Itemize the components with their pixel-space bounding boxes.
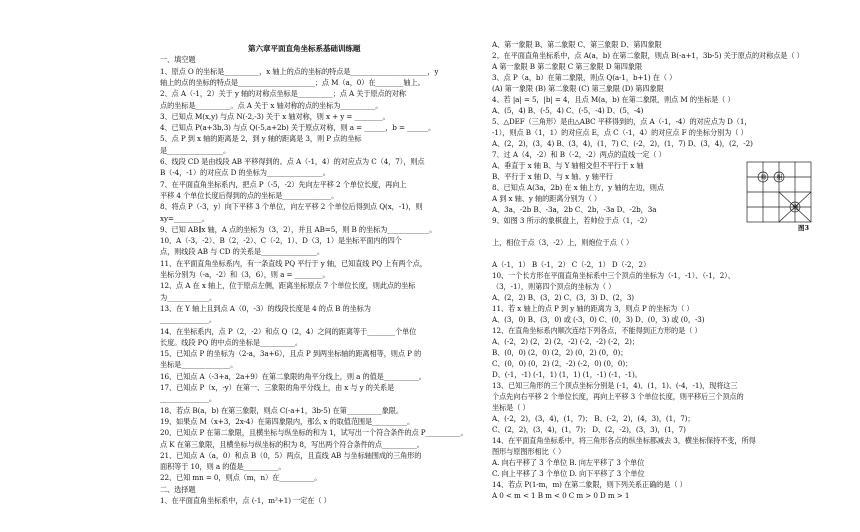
chess-piece-mark: 炮 bbox=[792, 204, 799, 212]
right-text-line: 个点先向右平移 2 个单位长度，再向上平移 3 个单位长度，则平移后三个顶点的 bbox=[492, 392, 744, 401]
left-text-line: 长度。线段 PQ 的中点的坐标是__________。 bbox=[160, 337, 302, 347]
right-text-line: A、(2，2) B、(3，2) C、(3，3) D、(2，3) bbox=[492, 293, 635, 302]
right-text-line: A、3a，-2b B、-3a，2b C、2b，-3a D、-2b，3a bbox=[492, 205, 657, 214]
chess-board-figure bbox=[745, 160, 817, 230]
right-text-line: 9、如图 3 所示的象棋盘上，若帅位于点（1，-2） bbox=[492, 216, 652, 225]
right-text-line: C. 向上平移了 3 个单位 D. 向下平移了 3 个单位 bbox=[492, 469, 645, 478]
right-text-line: 8、已知点 A(3a，2b) 在 x 轴上方，y 轴的左边，则点 bbox=[492, 183, 664, 192]
left-text-line: 面积等于 10，则 a 的值是__________。 bbox=[160, 462, 286, 472]
right-text-line: 4、若 |a| = 5，|b| = 4，且点 M(a，b) 在第二象限，则点 M 的坐标是（ ） bbox=[492, 95, 735, 104]
left-text-line: 是________________。 bbox=[160, 145, 231, 155]
right-text-line: 12、在直角坐标系内顺次连结下列各点，不能得到正方形的是（ ） bbox=[492, 326, 702, 335]
right-text-line: 坐标是（ ） bbox=[492, 403, 530, 412]
left-text-line: xy=________。 bbox=[160, 213, 209, 223]
left-text-line: 点 K 在第三象限，且横坐标与纵坐标的积为 8，写出两个符合条件的点__________。 bbox=[160, 439, 424, 449]
left-text-line: 1、在平面直角坐标系中，点 (-1，m²+1) 一定在（ ） bbox=[160, 496, 331, 505]
left-text-line: 3、已知点 M(x,y) 与点 N(-2,-3) 关于 x 轴对称，则 x + y = ________。 bbox=[160, 111, 390, 121]
chess-board-icon bbox=[745, 160, 817, 230]
right-text-line: C、(0，0) (0，2) (2，-2) (-2，0) (0，0)； bbox=[492, 359, 633, 368]
left-text-line: 20、已知点 P 在第二象限，且横坐标与纵坐标的和为 1，试写出一个符合条件的点 P__________。 bbox=[160, 428, 468, 438]
right-text-line: A、(-2，2)，(3，4)，(1，7)； B、(-2，2)，(4，3)，(1，7)； bbox=[492, 414, 695, 423]
left-text-line: 11、在平面直角坐标系内，有一条直线 PQ 平行于 y 轴，已知直线 PQ 上有两个点， bbox=[160, 258, 427, 268]
right-text-line: 14、若点 P(1-m，m) 在第二象限，则下列关系正确的是（ ） bbox=[492, 480, 687, 489]
left-text-line: 6、线段 CD 是由线段 AB 平移得到的。点 A（-1，4）的对应点为 C（4，7），则点 bbox=[160, 157, 425, 166]
left-text-line: 18、若点 B(a，b) 在第三象限，则点 C(-a+1，3b-5) 在第__________象限。 bbox=[160, 405, 403, 415]
left-text-line: 轴上的点的坐标的特点是______________________；点 M（a，0）在________轴上。 bbox=[160, 77, 425, 87]
left-text-line: 坐标是______________。 bbox=[160, 360, 238, 370]
left-text-line: 12、点 A 在 x 轴上，位于原点左侧，距离坐标原点 7 个单位长度，则此点的坐标 bbox=[160, 281, 416, 291]
left-text-line: 2、点 A（-1，2）关于 y 轴的对称点坐标是__________；点 A 关于原点的对称 bbox=[160, 89, 406, 99]
right-text-line: 3、点 P（a，b）在第二象限，则点 Q(a-1，b+1) 在（ ） bbox=[492, 73, 677, 82]
right-text-line: 2、在平面直角坐标系中，点 A(a，b) 在第二象限，则点 B(-a+1，3b-5) 关于原点的对称点是（ ） bbox=[492, 51, 804, 60]
left-text-line: 16、已知点 A（-3+a，2a+9）在第二象限的角平分线上，则 a 的值是__________。 bbox=[160, 371, 426, 381]
left-text-line: 19、如果点 M（x+3，2x-4）在第四象限内，那么 x 的取值范围是__________。 bbox=[160, 416, 415, 426]
left-text-line: 8、将点 P（-3，y）向下平移 3 个单位，向左平移 2 个单位后得到点 Q(x，-1)，则 bbox=[160, 202, 423, 212]
right-text-line: 10、一个长方形在平面直角坐标系中三个顶点的坐标为（-1，-1）、（-1，2）、 bbox=[492, 271, 735, 280]
right-text-line: A 0 < m < 1 B m < 0 C m > 0 D m > 1 bbox=[492, 491, 630, 500]
left-text-line: 坐标分别为（-a，-2）和（3，6），则 a = ________。 bbox=[160, 270, 330, 279]
left-text-line: 22、已知 mn = 0，则点（m，n）在__________。 bbox=[160, 473, 322, 483]
right-text-line: 图形与原图形相比（ ） bbox=[492, 447, 566, 456]
right-text-line: 上，相位于点（3，-2）上，则炮位于点（ ） bbox=[492, 238, 634, 247]
right-text-line: A、(-2，2) (2，2) (2，-2) (-2，-2) (-2，2)； bbox=[492, 337, 639, 346]
right-text-line: B、平行于 x 轴 D、与 x 轴、y 轴平行 bbox=[492, 172, 613, 181]
left-text-line: 13、在 Y 轴上且到点 A（0，-3）的线段长度是 4 的点 B 的坐标为 bbox=[160, 303, 371, 313]
figure-label: 图3 bbox=[798, 224, 810, 232]
right-text-line: 14、在平面直角坐标系中，将三角形各点的纵坐标都减去 3，横坐标保持不变，所得 bbox=[492, 436, 756, 445]
right-text-line: 11、若 x 轴上的点 P 到 y 轴的距离为 3，则点 P 的坐标为（ ） bbox=[492, 304, 694, 313]
left-text-line: 7、在平面直角坐标系内，把点 P（-5，-2）先向左平移 2 个单位长度，再向上 bbox=[160, 179, 407, 189]
right-text-line: （3，-1），则第四个顶点的坐标为（ ） bbox=[492, 282, 616, 291]
right-text-line: A、第一象限 B、第二象限 C、第三象限 D、第四象限 bbox=[492, 40, 662, 49]
chess-piece-mark: 相 bbox=[776, 174, 783, 182]
right-text-line: A、(5，4) B、(-5，4) C、(-5，-4) D、(5，-4) bbox=[492, 106, 644, 115]
right-text-line: A、垂直于 x 轴 B、与 Y 轴相交但不平行于 x 轴 bbox=[492, 161, 644, 170]
left-text-line: 17、已知点 P（x，-y）在第一、三象限的角平分线上，由 x 与 y 的关系是 bbox=[160, 383, 395, 392]
left-text-line: 1、原点 O 的坐标是__________，x 轴上的点的坐标的特点是______________________，y bbox=[160, 66, 439, 76]
left-text-line: 5、点 P 到 x 轴的距离是 2，到 y 轴的距离是 3，则 P 点的坐标 bbox=[160, 134, 362, 144]
right-text-line: -1），则点 B（1，1）的对应点 E，点 C（-1，4）的对应点 F 的坐标分别为（ ） bbox=[492, 128, 748, 137]
right-text-line: A 第一象限 B 第二象限 C 第三象限 D 第四象限 bbox=[492, 62, 643, 71]
right-text-line: B、(0，0) (2，0) (2，2) (0，2) (0，0)； bbox=[492, 348, 628, 357]
left-text-line: 9、已知 AB∥x 轴，A 点的坐标为（3，2），并且 AB=5，则 B 的坐标为____________。 bbox=[160, 224, 437, 234]
left-text-line: 21、已知点 A（a，0）和点 B（0，5）两点，且直线 AB 与坐标轴围成的三角形的 bbox=[160, 450, 422, 460]
left-text-line: 二、选择题 bbox=[160, 484, 196, 494]
left-text-line: 为____________。 bbox=[160, 292, 217, 302]
right-text-line: A、(2，2)，(3，4) B、(3，4)，(1，7) C、(-2，2)，(1，7) D、(3，4)，(2，-2) bbox=[492, 139, 753, 148]
right-text-line: C、(2，2)，(3，4)，(1，7)； D、(2，-2)，(3，3)，(1，7) bbox=[492, 425, 686, 434]
left-text-line: 4、已知点 P(a+3b,3) 与点 Q(-5,a+2b) 关于原点对称，则 a = ______，b = ______。 bbox=[160, 123, 436, 133]
right-text-line: 5、△DEF（三角形）是由△ABC 平移得到的，点 A（-1，-4）的对应点为 D（1， bbox=[492, 117, 752, 126]
left-text-line: 一、填空题 bbox=[160, 55, 196, 65]
left-text-line: 点的坐标是__________。点 A 关于 x 轴对称的点的坐标为__________。 bbox=[160, 100, 383, 110]
right-text-line: 13、已知三角形的三个顶点坐标分别是 (-1，4)、(1，1)、(-4，-1)，现将这三 bbox=[492, 381, 738, 390]
left-text-line: 14、在坐标系内，点 P（2，-2）和点 Q（2，4）之间的距离等于________个单位 bbox=[160, 326, 417, 336]
left-text-line: 点，则线段 AB 与 CD 的关系是________________。 bbox=[160, 247, 324, 257]
left-text-line: B（-4，-1）的对应点 D 的坐标为________________。 bbox=[160, 168, 330, 178]
left-text-line: ______________。 bbox=[160, 315, 217, 325]
right-text-line: 7、过 A（4，-2）和 B（-2，-2）两点的直线一定（ ） bbox=[492, 150, 666, 159]
right-text-line: A. 向右平移了 3 个单位 B. 向左平移了 3 个单位 bbox=[492, 458, 645, 467]
left-text-line: 10、A（-3，-2）、B（2，-2）、C（-2，1）、D（3，1）是坐标平面内的四个 bbox=[160, 236, 402, 246]
left-text-line: 平移 4 个单位长度后得到的点的坐标是______________。 bbox=[160, 190, 339, 200]
left-text-line: 15、已知点 P 的坐标为（2-a，3a+6），且点 P 到两坐标轴的距离相等，则点 P 的 bbox=[160, 349, 422, 359]
right-text-line: A（-1，1） B（-1，2） C（-2，1） D（-2，2） bbox=[492, 260, 651, 269]
chess-piece-mark: 帅 bbox=[760, 174, 767, 182]
right-text-line: A、(3，0) B、(3，0) 或 (-3，0) C、(0，3) D、(0，3) 或 (0，-3) bbox=[492, 315, 705, 324]
right-text-line: D、(-1，-1) (-1，1) (1，1) (1，-1) (-1，-1)。 bbox=[492, 370, 642, 379]
left-text-line: ______________。 bbox=[160, 394, 217, 404]
right-text-line: (A) 第一象限 (B) 第二象限 (C) 第三象限 (D) 第四象限 bbox=[492, 84, 664, 93]
right-text-line: A 到 x 轴、y 轴的距离分别为（ ） bbox=[492, 194, 601, 203]
left-text-line: 第六章平面直角坐标系基础训练题 bbox=[248, 44, 361, 53]
